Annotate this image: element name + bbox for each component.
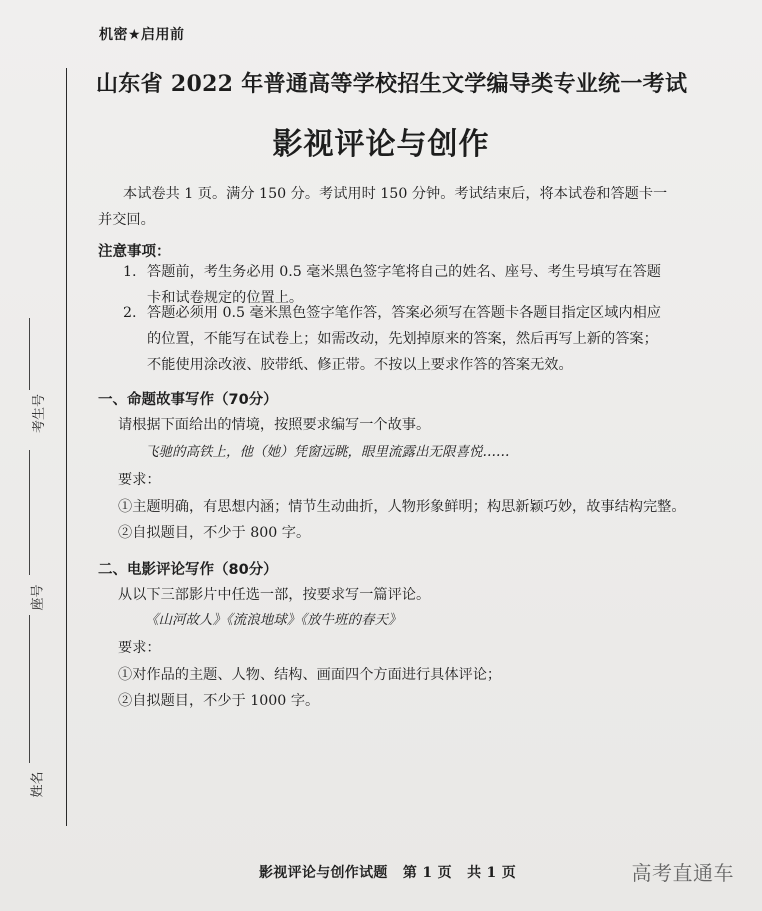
- notice-item-number: 2.: [123, 305, 137, 321]
- exam-instructions: 本试卷共 1 页。满分 150 分。考试用时 150 分钟。考试结束后，将本试卷和答题卡一并交回。: [98, 186, 668, 228]
- notice-heading: 注意事项：: [98, 244, 171, 260]
- section2-requirements-label: 要求：: [118, 640, 161, 656]
- section2-heading: 二、电影评论写作（80分）: [98, 562, 278, 578]
- notice-item-text: 答题必须用 0.5 毫米黑色签字笔作答，答案必须写在答题卡各题目指定区域内相应的位置，不能写在试卷上；如需改动，先划掉原来的答案，然后再写上新的答案；不能使用涂改液、胶带纸、修正带。不按以上要求作答的答案无效。: [147, 305, 661, 373]
- section1-requirements-label: 要求：: [118, 472, 161, 488]
- section1-scenario: 飞驰的高铁上，他（她）凭窗远眺，眼里流露出无限喜悦……: [145, 444, 510, 460]
- footer-total-pages: 共 1 页: [467, 865, 517, 881]
- page-footer: [259, 862, 526, 882]
- section1-prompt: 请根据下面给出的情境，按照要求编写一个故事。: [118, 417, 431, 433]
- exam-no-label: 考生号: [32, 393, 48, 434]
- section2-film-list: 《山河故人》《流浪地球》《放牛班的春天》: [145, 612, 402, 628]
- exam-title: 山东省 2022 年普通高等学校招生文学编导类专业统一考试: [96, 71, 688, 97]
- notice-item-number: 1.: [123, 264, 137, 280]
- section1-heading: 一、命题故事写作（70分）: [98, 392, 278, 408]
- binding-line: [66, 68, 67, 826]
- footer-title: 影视评论与创作试题: [259, 865, 388, 881]
- name-rule: [29, 615, 30, 763]
- name-label: 姓名: [30, 771, 46, 798]
- section2-prompt: 从以下三部影片中任选一部，按要求写一篇评论。: [118, 587, 431, 603]
- footer-page-number: 第 1 页: [402, 865, 452, 881]
- subject-title: 影视评论与创作: [272, 127, 490, 162]
- section1-requirement-1: ①主题明确，有思想内涵；情节生动曲折，人物形象鲜明；构思新颖巧妙，故事结构完整。: [118, 499, 686, 515]
- section2-requirement-1: ①对作品的主题、人物、结构、画面四个方面进行具体评论；: [118, 667, 502, 683]
- notice-item: [123, 300, 663, 378]
- notice-item-text: 答题前，考生务必用 0.5 毫米黑色签字笔将自己的姓名、座号、考生号填写在答题卡和试卷规定的位置上。: [147, 264, 661, 306]
- seat-label: 座号: [30, 584, 46, 611]
- seat-rule: [29, 450, 30, 575]
- exam-no-rule: [29, 318, 30, 390]
- watermark-text: 高考直通车: [631, 861, 734, 885]
- section2-requirement-2: ②自拟题目，不少于 1000 字。: [118, 693, 320, 709]
- section1-requirement-2: ②自拟题目，不少于 800 字。: [118, 525, 311, 541]
- confidential-label: 机密★启用前: [99, 27, 185, 43]
